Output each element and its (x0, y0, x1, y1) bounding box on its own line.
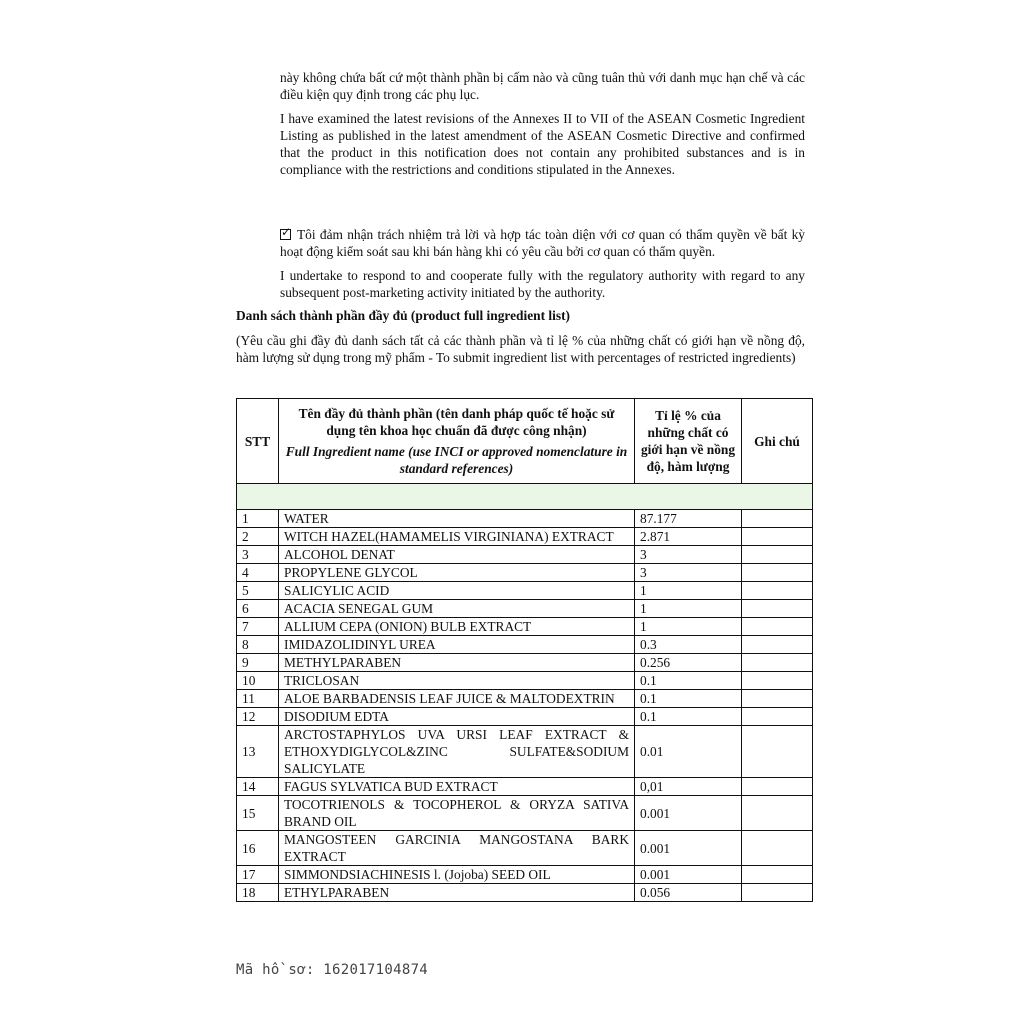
header-percentage: Tỉ lệ % của những chất có giới hạn về nồng độ, hàm lượng (635, 399, 742, 484)
dossier-number: Mã hồ sơ: 162017104874 (236, 962, 429, 978)
row-stt-cell: 18 (237, 884, 279, 902)
undertake-statement-vn-text: Tôi đảm nhận trách nhiệm trả lời và hợp tác toàn diện với cơ quan có thẩm quyền về bất kỳ hoạt động kiểm soát sau khi bán hàng khi có yêu cầu bởi cơ quan có thẩm quyền. (280, 227, 805, 259)
table-row (237, 708, 813, 726)
row-percentage-cell: 0.056 (635, 884, 742, 902)
row-ingredient-name-cell: TOCOTRIENOLS & TOCOPHEROL & ORYZA SATIVA BRAND OIL (279, 796, 635, 831)
row-ingredient-name-cell: WATER (279, 510, 635, 528)
checkbox-checked-icon (280, 225, 292, 240)
row-percentage-cell: 0.1 (635, 672, 742, 690)
row-note-cell (742, 510, 813, 528)
row-note-cell (742, 528, 813, 546)
row-stt-cell: 3 (237, 546, 279, 564)
row-ingredient-name-cell: IMIDAZOLIDINYL UREA (279, 636, 635, 654)
table-row (237, 654, 813, 672)
row-ingredient-name-cell: ACACIA SENEGAL GUM (279, 600, 635, 618)
row-note-cell (742, 884, 813, 902)
ingredient-list-note: (Yêu cầu ghi đầy đủ danh sách tất cả các thành phần và tỉ lệ % của những chất có giới hạn về nồng độ, hàm lượng sử dụng trong mỹ phẩm - To submit ingredient list with percentages of restricted ingredients) (236, 333, 805, 365)
row-ingredient-name-cell: SIMMONDSIACHINESIS l. (Jojoba) SEED OIL (279, 866, 635, 884)
table-row (237, 726, 813, 778)
row-percentage-cell: 0.001 (635, 831, 742, 866)
row-stt-cell: 5 (237, 582, 279, 600)
row-stt-cell: 10 (237, 672, 279, 690)
row-stt-cell: 14 (237, 778, 279, 796)
table-spacer-cell (237, 484, 813, 510)
row-note-cell (742, 600, 813, 618)
row-note-cell (742, 636, 813, 654)
table-row (237, 690, 813, 708)
row-ingredient-name-cell: WITCH HAZEL(HAMAMELIS VIRGINIANA) EXTRACT (279, 528, 635, 546)
table-row (237, 866, 813, 884)
table-row (237, 778, 813, 796)
row-note-cell (742, 831, 813, 866)
row-percentage-cell: 0.001 (635, 866, 742, 884)
table-row (237, 672, 813, 690)
row-ingredient-name-cell: ARCTOSTAPHYLOS UVA URSI LEAF EXTRACT & ETHOXYDIGLYCOL&ZINC SULFATE&SODIUM SALICYLATE (279, 726, 635, 778)
table-row (237, 796, 813, 831)
table-header-row (237, 399, 813, 484)
row-stt-cell: 17 (237, 866, 279, 884)
header-ingredient-name-en: Full Ingredient name (use INCI or approved nomenclature in standard references) (285, 444, 628, 476)
row-percentage-cell: 0.01 (635, 726, 742, 778)
row-note-cell (742, 654, 813, 672)
header-note: Ghi chú (742, 399, 813, 484)
row-stt-cell: 6 (237, 600, 279, 618)
row-ingredient-name-cell: FAGUS SYLVATICA BUD EXTRACT (279, 778, 635, 796)
table-row (237, 510, 813, 528)
row-note-cell (742, 672, 813, 690)
row-ingredient-name-cell: ALOE BARBADENSIS LEAF JUICE & MALTODEXTRIN (279, 690, 635, 708)
row-percentage-cell: 0.001 (635, 796, 742, 831)
row-stt-cell: 2 (237, 528, 279, 546)
row-stt-cell: 16 (237, 831, 279, 866)
row-note-cell (742, 618, 813, 636)
row-percentage-cell: 0,01 (635, 778, 742, 796)
ingredient-list-heading: Danh sách thành phần đầy đủ (product full ingredient list) (236, 308, 570, 323)
row-stt-cell: 7 (237, 618, 279, 636)
ingredient-table-body (237, 484, 813, 902)
row-stt-cell: 15 (237, 796, 279, 831)
undertake-statement-vn (280, 226, 805, 260)
row-percentage-cell: 1 (635, 582, 742, 600)
row-percentage-cell: 2.871 (635, 528, 742, 546)
header-stt: STT (237, 399, 279, 484)
row-note-cell (742, 708, 813, 726)
table-row (237, 636, 813, 654)
row-stt-cell: 13 (237, 726, 279, 778)
row-ingredient-name-cell: ALLIUM CEPA (ONION) BULB EXTRACT (279, 618, 635, 636)
row-note-cell (742, 690, 813, 708)
row-percentage-cell: 0.3 (635, 636, 742, 654)
row-percentage-cell: 1 (635, 618, 742, 636)
undertake-statement-en: I undertake to respond to and cooperate fully with the regulatory authority with regard to any subsequent post-marketing activity initiated by the authority. (280, 268, 805, 300)
row-stt-cell: 1 (237, 510, 279, 528)
row-note-cell (742, 546, 813, 564)
row-ingredient-name-cell: DISODIUM EDTA (279, 708, 635, 726)
header-ingredient-name-vn: Tên đầy đủ thành phần (tên danh pháp quốc tế hoặc sử dụng tên khoa học chuẩn đã được công nhận) (298, 406, 615, 438)
row-stt-cell: 11 (237, 690, 279, 708)
row-note-cell (742, 866, 813, 884)
row-stt-cell: 12 (237, 708, 279, 726)
row-percentage-cell: 87.177 (635, 510, 742, 528)
table-row (237, 546, 813, 564)
row-ingredient-name-cell: ALCOHOL DENAT (279, 546, 635, 564)
row-note-cell (742, 564, 813, 582)
table-row (237, 618, 813, 636)
row-stt-cell: 8 (237, 636, 279, 654)
header-ingredient-name (279, 399, 635, 484)
row-note-cell (742, 796, 813, 831)
row-note-cell (742, 582, 813, 600)
row-ingredient-name-cell: ETHYLPARABEN (279, 884, 635, 902)
table-row (237, 831, 813, 866)
annex-statement-en: I have examined the latest revisions of the Annexes II to VII of the ASEAN Cosmetic Ingredient Listing as published in the latest amendment of the ASEAN Cosmetic Directive and confirmed that the product in this notification does not contain any prohibited substances and is in compliance with the restrictions and conditions stipulated in the Annexes. (280, 111, 805, 177)
ingredient-table (236, 398, 813, 902)
table-row (237, 600, 813, 618)
row-ingredient-name-cell: MANGOSTEEN GARCINIA MANGOSTANA BARK EXTRACT (279, 831, 635, 866)
row-percentage-cell: 3 (635, 546, 742, 564)
table-spacer-row (237, 484, 813, 510)
check-mark-icon: ✓ (281, 225, 292, 239)
table-row (237, 884, 813, 902)
row-percentage-cell: 3 (635, 564, 742, 582)
row-stt-cell: 9 (237, 654, 279, 672)
row-note-cell (742, 778, 813, 796)
row-ingredient-name-cell: SALICYLIC ACID (279, 582, 635, 600)
annex-statement-vn: này không chứa bất cứ một thành phần bị cấm nào và cũng tuân thủ với danh mục hạn chế và các điều kiện quy định trong các phụ lục. (280, 70, 805, 102)
row-percentage-cell: 1 (635, 600, 742, 618)
table-row (237, 582, 813, 600)
row-ingredient-name-cell: PROPYLENE GLYCOL (279, 564, 635, 582)
table-row (237, 528, 813, 546)
row-ingredient-name-cell: METHYLPARABEN (279, 654, 635, 672)
row-percentage-cell: 0.256 (635, 654, 742, 672)
row-ingredient-name-cell: TRICLOSAN (279, 672, 635, 690)
row-percentage-cell: 0.1 (635, 690, 742, 708)
row-note-cell (742, 726, 813, 778)
table-row (237, 564, 813, 582)
row-stt-cell: 4 (237, 564, 279, 582)
row-percentage-cell: 0.1 (635, 708, 742, 726)
